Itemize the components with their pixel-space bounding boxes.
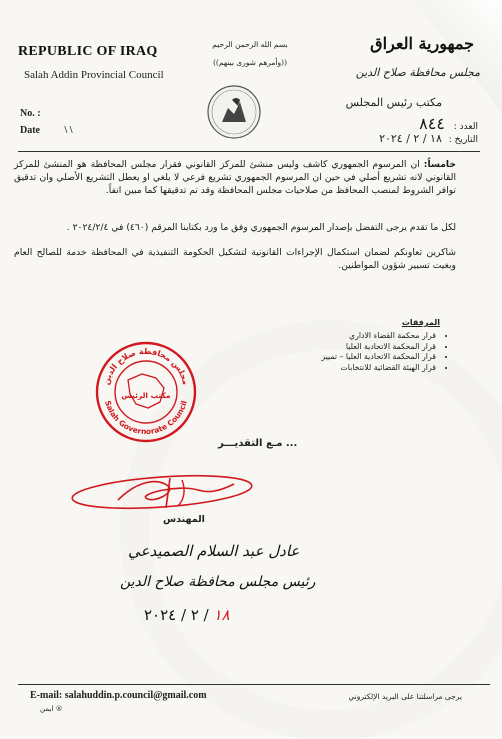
stamp-bottom-text: Salah Governorate Council <box>103 399 189 437</box>
body-paragraph-1 <box>14 158 456 197</box>
arabic-number-field <box>419 114 478 133</box>
header-divider <box>18 151 480 152</box>
attachments-heading: المرفقات <box>401 318 440 327</box>
footer-email: E-mail: salahuddin.p.council@gmail.com <box>30 690 207 701</box>
attachment-item: • قرار محكمة القضاء الاداري <box>266 331 436 342</box>
arabic-date-field <box>379 132 478 145</box>
arabic-date-value: ١٨ / ٢ / ٢٠٢٤ <box>379 132 442 145</box>
arabic-office-name: مكتب رئيس المجلس <box>345 96 442 109</box>
attachment-item: • قرار الهيئة القضائية للانتخابات <box>266 363 436 374</box>
arabic-republic-title: جمهورية العراق <box>370 34 474 53</box>
signature-date <box>144 606 230 624</box>
english-council-name: Salah Addin Provincial Council <box>24 69 164 81</box>
paragraph-1-text: ان المرسوم الجمهوري كاشف وليس منشئ للمركز القانوني فقرار مجلس المحافظة هو المنشئ للمركز القانوني لانه تشريع أصلي في حين ان المرسوم الجمهوري تشريع فرعي لا يلغي او يعطل التشريع الأصلي وان تدقيق توافر الشروط لمنصب المحافظ من صلاحيات مجلس المحافظة وقد تم تدقيقها كما مبين انفاً. <box>14 159 456 196</box>
basmala: بسم الله الرحمن الرحيم <box>212 40 288 49</box>
stamp-top-text: مجلس محافظة صلاح الدين <box>101 346 191 386</box>
arabic-council-name: مجلس محافظة صلاح الدين <box>355 66 480 79</box>
english-date-label: Date <box>20 125 40 136</box>
footer-subline: ايمن ® <box>40 705 63 713</box>
closing-regards: ... مـع التقديـــر <box>218 438 298 449</box>
handwritten-signature <box>58 470 258 518</box>
signature-date-day: ١٨ <box>213 606 230 624</box>
stamp-center-text: مكتب الرئيس <box>121 391 171 400</box>
signature-date-rest: / ٢ / ٢٠٢٤ <box>144 606 214 624</box>
body-paragraph-3: شاكرين تعاونكم لضمان استكمال الإجراءات القانونية لتشكيل الحكومة التنفيذية في المحافظة خدمة للصالح العام وبغيت تسيير شؤون المواطنين. <box>14 247 456 271</box>
english-title: REPUBLIC OF IRAQ <box>18 44 158 59</box>
council-emblem-logo <box>206 84 262 140</box>
arabic-number-label: العدد : <box>453 122 478 132</box>
english-date-value: \ \ <box>64 125 73 136</box>
signatory-title: رئيس مجلس محافظة صلاح الدين <box>120 574 316 590</box>
english-number-label: No. : <box>20 108 41 119</box>
official-red-stamp <box>94 340 198 444</box>
english-date-field <box>20 125 73 136</box>
quran-verse: ((وأمرهم شورى بينهم)) <box>212 58 287 67</box>
arabic-date-label: التاريخ : <box>448 135 478 145</box>
attachment-item: • قرار المحكمة الاتحادية العليا <box>266 342 436 353</box>
paragraph-1-lead: خامساً: <box>423 159 456 170</box>
arabic-number-value: ٨٤٤ <box>419 114 445 133</box>
attachments-list <box>266 331 448 373</box>
footer-arabic-note: يرجى مراسلتنا على البريد الإلكتروني <box>348 692 462 701</box>
signatory-rank: المهندس <box>163 514 205 525</box>
footer-divider <box>18 684 490 685</box>
body-paragraph-2: لكل ما تقدم يرجى التفضل بإصدار المرسوم الجمهوري وفق ما ورد بكتابنا المرقم (٤٦٠) في ٢٠٢٤/٢/٤ . <box>66 222 456 233</box>
attachment-item: • قرار المحكمة الاتحادية العليا – تمييز <box>266 352 436 363</box>
signatory-name: عادل عبد السلام الصميدعي <box>128 542 300 560</box>
